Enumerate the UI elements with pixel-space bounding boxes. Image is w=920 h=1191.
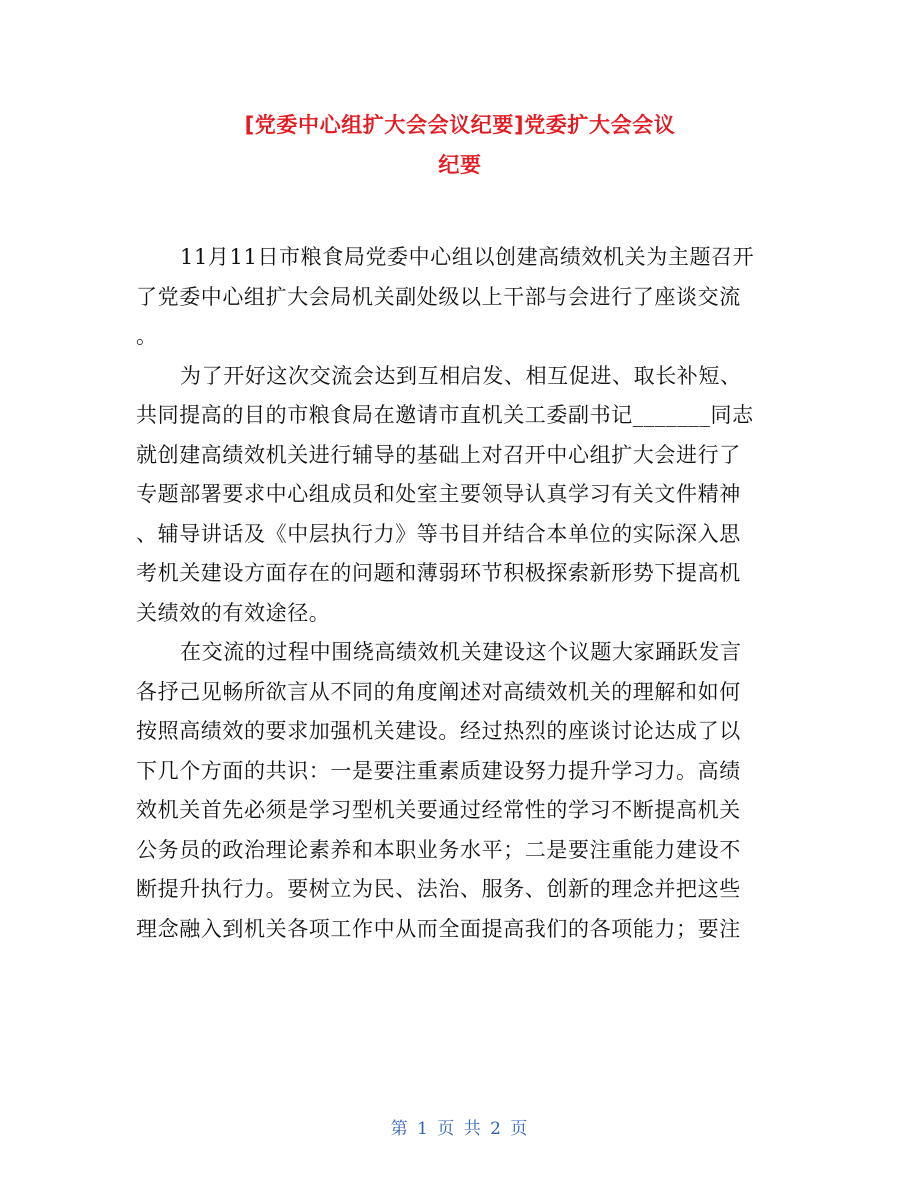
paragraph-line: 了党委中心组扩大会局机关副处级以上干部与会进行了座谈交流 [136, 284, 741, 309]
paragraph-line: 共同提高的目的市粮食局在邀请市直机关工委副书记_______同志 [136, 403, 754, 427]
paragraph-line: 在交流的过程中围绕高绩效机关建设这个议题大家踊跃发言 [180, 640, 742, 664]
page-number-footer: 第 1 页 共 2 页 [390, 1119, 530, 1139]
paragraph-line: 考机关建设方面存在的问题和薄弱环节积极探索新形势下提高机 [136, 561, 741, 585]
paragraph-line: 为了开好这次交流会达到互相启发、相互促进、取长补短、 [180, 363, 742, 388]
paragraph-line: 、辅导讲话及《中层执行力》等书目并结合本单位的实际深入思 [136, 521, 741, 546]
paragraph-line: 关绩效的有效途径。 [136, 600, 331, 625]
paragraph-line: 理念融入到机关各项工作中从而全面提高我们的各项能力；要注 [136, 916, 741, 941]
paragraph-line: 各抒己见畅所欲言从不同的角度阐述对高绩效机关的理解和如何 [136, 679, 741, 704]
paragraph-line: 11月11日市粮食局党委中心组以创建高绩效机关为主题召开 [180, 245, 755, 269]
paragraph-line: 。 [136, 324, 158, 348]
paragraph-line: 效机关首先必须是学习型机关要通过经常性的学习不断提高机关 [136, 798, 741, 822]
document-body [136, 238, 786, 949]
paragraph-2 [136, 357, 786, 634]
paragraph-line: 断提升执行力。要树立为民、法治、服务、创新的理念并把这些 [136, 877, 741, 901]
paragraph-3 [136, 633, 786, 949]
paragraph-1 [136, 238, 786, 357]
paragraph-line: 公务员的政治理论素养和本职业务水平；二是要注重能力建设不 [136, 837, 741, 862]
paragraph-line: 就创建高绩效机关进行辅导的基础上对召开中心组扩大会进行了 [136, 442, 741, 467]
document-title [96, 106, 824, 185]
title-line-2: 纪要 [438, 152, 482, 177]
paragraph-line: 下几个方面的共识：一是要注重素质建设努力提升学习力。高绩 [136, 758, 741, 783]
title-line-1: [党委中心组扩大会会议纪要]党委扩大会会议 [244, 113, 676, 137]
paragraph-line: 专题部署要求中心组成员和处室主要领导认真学习有关文件精神 [136, 482, 741, 506]
paragraph-line: 按照高绩效的要求加强机关建设。经过热烈的座谈讨论达成了以 [136, 719, 741, 743]
